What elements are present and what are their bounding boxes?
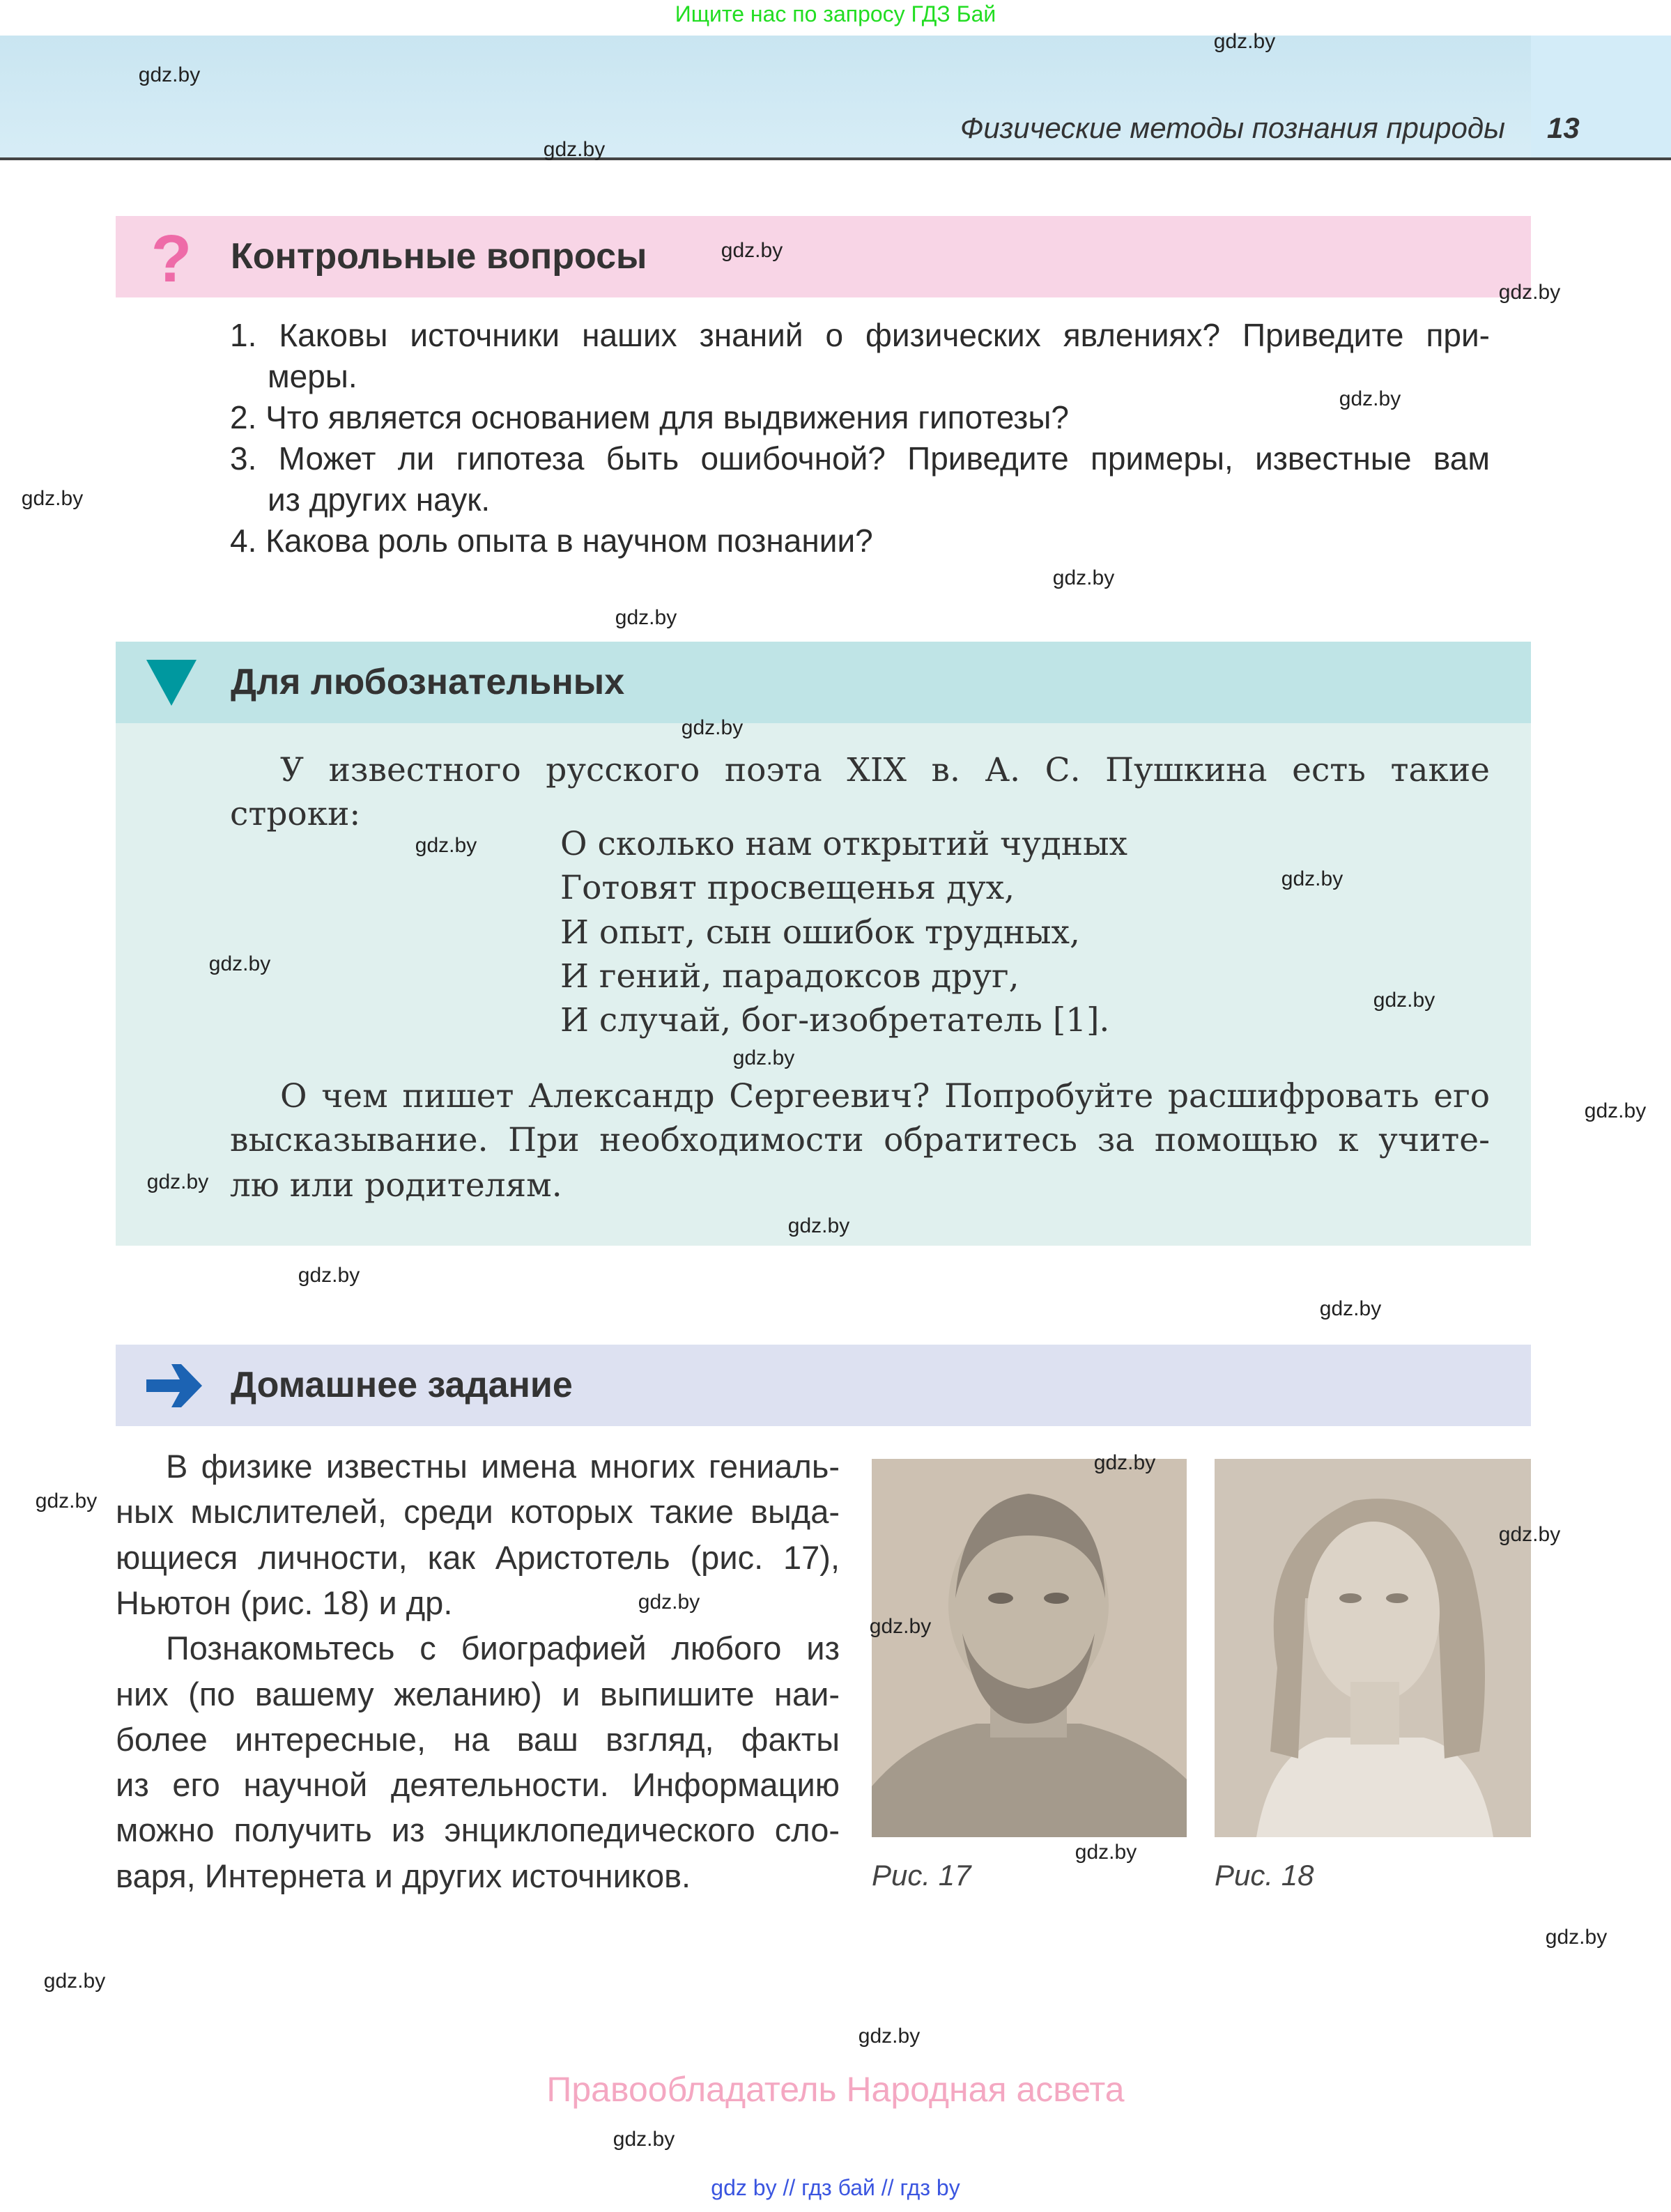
watermark: gdz.by bbox=[1545, 1926, 1608, 1949]
homework-line: более интересные, на ваш взгляд, факты bbox=[116, 1720, 840, 1758]
homework-line: них (по вашему желанию) и выпишите наи- bbox=[116, 1675, 840, 1712]
homework-line: варя, Интернета и других источников. bbox=[116, 1857, 691, 1894]
figure-17-aristotle bbox=[869, 1459, 1187, 1837]
figure-caption: Рис. 18 bbox=[1215, 1859, 1314, 1892]
watermark: gdz.by bbox=[543, 138, 606, 161]
question-line: 3. Может ли гипотеза быть ошибочной? Приведите примеры, известные вам bbox=[230, 440, 1490, 477]
outro-line: О чем пишет Александр Сергеевич? Попробуйте расшифровать его bbox=[280, 1077, 1490, 1115]
watermark: gdz.by bbox=[858, 2025, 921, 2048]
watermark: gdz.by bbox=[1373, 989, 1435, 1012]
outro-line: высказывание. При необходимости обратитесь за помощью к учите- bbox=[230, 1121, 1490, 1159]
watermark: gdz.by bbox=[1339, 387, 1401, 410]
svg-text:?: ? bbox=[151, 231, 192, 287]
header-divider bbox=[0, 157, 1671, 160]
watermark: gdz.by bbox=[615, 606, 677, 629]
watermark: gdz.by bbox=[146, 1170, 209, 1193]
watermark: gdz.by bbox=[638, 1591, 700, 1614]
poem-line: Готовят просвещенья дух, bbox=[560, 869, 1015, 907]
intro-line: У известного русского поэта XIX в. А. С. Пушкина есть такие bbox=[280, 751, 1490, 789]
watermark: gdz.by bbox=[1281, 867, 1343, 890]
watermark: gdz.by bbox=[613, 2128, 675, 2151]
poem-line: И гений, парадоксов друг, bbox=[560, 957, 1019, 996]
intro-line: строки: bbox=[230, 795, 361, 833]
section-title: Домашнее задание bbox=[231, 1365, 573, 1405]
poem-line: О сколько нам открытий чудных bbox=[560, 825, 1128, 863]
homework-line: Познакомьтесь с биографией любого из bbox=[166, 1630, 840, 1667]
watermark: gdz.by bbox=[732, 1046, 795, 1069]
watermark: gdz.by bbox=[1052, 566, 1115, 589]
newton-bust-image bbox=[1215, 1459, 1531, 1837]
running-title: Физические методы познания природы bbox=[960, 111, 1505, 144]
bottom-links[interactable]: gdz by // гдз бай // гдз by bbox=[711, 2175, 960, 2200]
watermark: gdz.by bbox=[1093, 1451, 1156, 1474]
watermark: gdz.by bbox=[787, 1214, 850, 1237]
watermark: gdz.by bbox=[1498, 281, 1561, 304]
watermark: gdz.by bbox=[1584, 1099, 1647, 1122]
poem-line: И случай, бог-изобретатель [1]. bbox=[560, 1001, 1110, 1039]
control-questions-header bbox=[116, 216, 1531, 297]
watermark: gdz.by bbox=[21, 487, 84, 510]
figure-18-newton bbox=[1215, 1459, 1531, 1837]
arrow-right-icon bbox=[146, 1364, 203, 1407]
aristotle-bust-image bbox=[869, 1459, 1187, 1837]
question-line: меры. bbox=[268, 358, 357, 394]
watermark: gdz.by bbox=[298, 1264, 360, 1287]
watermark: gdz.by bbox=[138, 63, 201, 86]
homework-line: ных мыслителей, среди которых такие выда- bbox=[116, 1493, 840, 1531]
watermark: gdz.by bbox=[208, 952, 271, 975]
question-line: 2. Что является основанием для выдвижения гипотезы? bbox=[230, 399, 1070, 435]
watermark: gdz.by bbox=[1075, 1841, 1137, 1864]
question-line: из других наук. bbox=[268, 481, 491, 518]
page-number: 13 bbox=[1547, 111, 1580, 144]
copyright-notice: Правообладатель Народная асвета bbox=[546, 2070, 1125, 2109]
watermark: gdz.by bbox=[721, 239, 783, 262]
homework-line: из его научной деятельности. Информацию bbox=[116, 1766, 840, 1804]
homework-header bbox=[116, 1345, 1531, 1426]
watermark: gdz.by bbox=[415, 834, 477, 857]
homework-line: В физике известны имена многих гениаль- bbox=[166, 1448, 840, 1485]
homework-line: ющиеся личности, как Аристотель (рис. 17), bbox=[116, 1538, 840, 1576]
question-mark-icon bbox=[151, 231, 192, 287]
section-title: Для любознательных bbox=[231, 662, 625, 702]
watermark: gdz.by bbox=[35, 1490, 98, 1513]
question-line: 1. Каковы источники наших знаний о физических явлениях? Приведите при- bbox=[230, 317, 1490, 353]
search-banner: Ищите нас по запросу ГДЗ Бай bbox=[675, 1, 996, 26]
watermark: gdz.by bbox=[869, 1615, 932, 1638]
question-line: 4. Какова роль опыта в научном познании? bbox=[230, 523, 873, 559]
watermark: gdz.by bbox=[681, 716, 744, 739]
poem-line: И опыт, сын ошибок трудных, bbox=[560, 913, 1080, 952]
triangle-icon bbox=[146, 660, 198, 706]
figure-caption: Рис. 17 bbox=[872, 1859, 971, 1892]
curious-header bbox=[116, 642, 1531, 723]
watermark: gdz.by bbox=[1319, 1297, 1382, 1320]
watermark: gdz.by bbox=[1213, 30, 1276, 53]
section-title: Контрольные вопросы bbox=[231, 236, 647, 277]
watermark: gdz.by bbox=[43, 1970, 106, 1993]
homework-line: Ньютон (рис. 18) и др. bbox=[116, 1584, 453, 1621]
watermark: gdz.by bbox=[1498, 1523, 1561, 1546]
outro-line: лю или родителям. bbox=[230, 1166, 562, 1205]
homework-line: можно получить из энциклопедического сло- bbox=[116, 1811, 840, 1849]
